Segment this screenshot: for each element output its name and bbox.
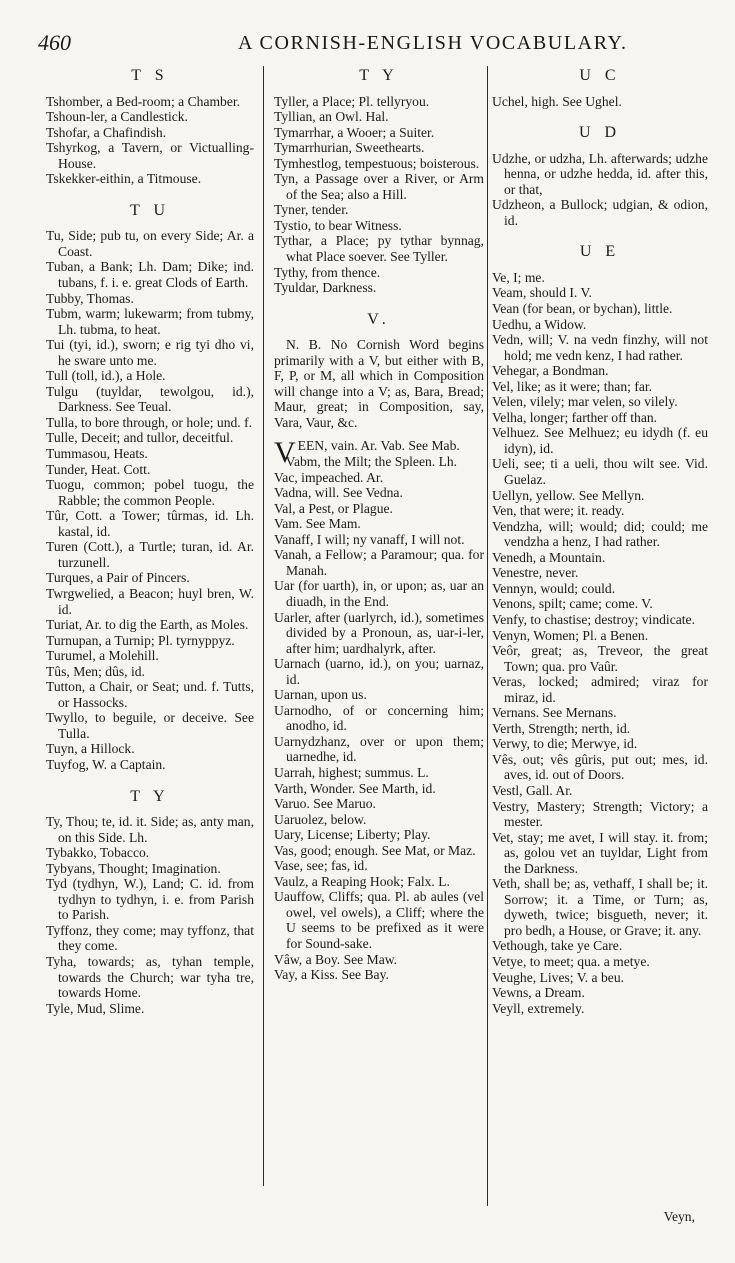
dictionary-entry: Tshofar, a Chafindish.	[46, 124, 167, 140]
section-heading: T Y	[359, 67, 399, 84]
dictionary-entry: Tûs, Men; dûs, id.	[46, 663, 145, 679]
dictionary-entry: Vedn, will; V. na vedn finzhy, will not hold; me vedn kenz, I had rather.	[492, 332, 708, 363]
dictionary-entry: Vase, see; fas, id.	[274, 858, 368, 874]
dictionary-entry: Tubm, warm; lukewarm; from tubmy, Lh. tubma, to heat.	[46, 306, 254, 337]
column-middle	[274, 64, 484, 1223]
dictionary-entry: Vewns, a Dream.	[492, 985, 585, 1001]
drop-cap: V	[274, 436, 296, 470]
dictionary-entry: Tummasou, Heats.	[46, 446, 148, 462]
dictionary-entry: Tyuldar, Darkness.	[274, 280, 377, 296]
dictionary-entry: Venestre, never.	[492, 565, 579, 581]
dictionary-entry: Tutton, a Chair, or Seat; und. f. Tutts, or Hassocks.	[46, 679, 254, 710]
dictionary-entry: Tythar, a Place; py tythar bynnag, what Place soever. See Tyller.	[274, 233, 484, 265]
dictionary-entry: Tshoun-ler, a Candlestick.	[46, 109, 188, 125]
catchword: Veyn,	[663, 1209, 695, 1224]
dictionary-entry: Vam. See Mam.	[274, 516, 361, 532]
dictionary-entry: Turumel, a Molehill.	[46, 648, 159, 664]
dictionary-entry: Tubby, Thomas.	[46, 290, 134, 306]
dictionary-entry: Turen (Cott.), a Turtle; turan, id. Ar. turzunell.	[46, 539, 254, 570]
column-right	[492, 64, 708, 1223]
dictionary-entry: Tyn, a Passage over a River, or Arm of the Sea; also a Hill.	[274, 171, 484, 202]
dictionary-entry: Tûr, Cott. a Tower; tûrmas, id. Lh. kastal, id.	[46, 508, 254, 539]
dictionary-entry: Vehegar, a Bondman.	[492, 363, 609, 379]
section-heading: V.	[367, 310, 391, 328]
dictionary-entry: Vestry, Mastery; Strength; Victory; a mester.	[492, 798, 708, 830]
dictionary-entry: Velha, longer; farther off than.	[492, 409, 658, 425]
section-heading: U D	[578, 124, 622, 142]
dictionary-entry: Twrgwelied, a Beacon; huyl bren, W. id.	[46, 585, 254, 617]
section-heading: T S	[131, 67, 169, 84]
dictionary-entry: Uarler, after (uarlyrch, id.), sometimes divided by a Pronoun, as, uar-i-ler, after him; uardhalyrk, after.	[274, 609, 484, 656]
dictionary-entry: Velhuez. See Melhuez; eu idydh (f. eu idyn), id.	[492, 425, 708, 456]
dictionary-entry: Vas, good; enough. See Mat, or Maz.	[274, 842, 476, 858]
dictionary-entry: Uellyn, yellow. See Mellyn.	[492, 487, 645, 503]
page-header	[38, 30, 698, 60]
dictionary-entry: Velen, vilely; mar velen, so vilely.	[492, 394, 678, 410]
dictionary-entry: Turques, a Pair of Pincers.	[46, 570, 190, 586]
dictionary-entry: Twyllo, to beguile, or deceive. See Tulla.	[46, 710, 254, 741]
dictionary-entry: Vetye, to meet; qua. a metye.	[492, 953, 650, 969]
dictionary-entry: Tythy, from thence.	[274, 264, 381, 280]
dictionary-entry: Varuo. See Maruo.	[274, 796, 376, 812]
dictionary-entry: Turnupan, a Turnip; Pl. tyrnyppyz.	[46, 632, 235, 648]
dictionary-entry: Uarnydzhanz, over or upon them; uarnedhe, id.	[274, 733, 484, 765]
dictionary-entry: Tyha, towards; as, tyhan temple, towards the Church; war tyha tre, towards Home.	[46, 953, 254, 1001]
dictionary-entry: Uarnan, upon us.	[274, 687, 367, 703]
dictionary-entry: Vendzha, will; would; did; could; me vendzha a henz, I had rather.	[492, 518, 708, 550]
dictionary-entry: Val, a Pest, or Plague.	[274, 500, 393, 516]
dictionary-entry: Veughe, Lives; V. a beu.	[492, 969, 625, 985]
dictionary-entry: Vês, out; vês gûris, put out; mes, id. aves, id. out of Doors.	[492, 751, 708, 783]
page-number: 460	[38, 30, 71, 55]
dictionary-entry: Udzhe, or udzha, Lh. afterwards; udzhe henna, or udzhe hedda, id. after this, or that,	[492, 150, 708, 197]
dictionary-entry: Venfy, to chastise; destroy; vindicate.	[492, 611, 695, 627]
dictionary-entry: Vet, stay; me avet, I will stay. it. from; as, golou vet an tuyldar, Light from the Darkness.	[492, 829, 708, 876]
dictionary-entry: Tystio, to bear Witness.	[274, 217, 402, 233]
dictionary-entry: Verwy, to die; Merwye, id.	[492, 736, 638, 752]
dictionary-entry: Tymarrhar, a Wooer; a Suiter.	[274, 124, 435, 140]
dictionary-entry: Tskekker-eithin, a Titmouse.	[46, 171, 202, 187]
dictionary-entry: Vean (for bean, or bychan), little.	[492, 301, 673, 317]
dictionary-entry: Uedhu, a Widow.	[492, 316, 587, 332]
dictionary-entry: Tybyans, Thought; Imagination.	[46, 860, 221, 876]
dictionary-entry: Uarnach (uarno, id.), on you; uarnaz, id.	[274, 656, 484, 687]
dictionary-entry: Vernans. See Mernans.	[492, 705, 617, 721]
dictionary-entry: Vel, like; as it were; than; far.	[492, 378, 653, 394]
dictionary-entry: Tulle, Deceit; and tullor, deceitful.	[46, 430, 234, 446]
dictionary-entry: Tulgu (tuyldar, tewolgou, id.), Darkness. See Teual.	[46, 383, 254, 415]
dictionary-entry: Vanah, a Fellow; a Paramour; qua. for Manah.	[274, 547, 484, 578]
dictionary-entry: Venons, spilt; came; come. V.	[492, 596, 653, 612]
dictionary-entry: Verth, Strength; nerth, id.	[492, 720, 631, 736]
dictionary-entry: Vennyn, would; could.	[492, 580, 616, 596]
dictionary-entry: Vestl, Gall. Ar.	[492, 782, 573, 798]
dictionary-entry: Tui (tyi, id.), sworn; e rig tyi dho vi, he sware unto me.	[46, 337, 254, 368]
dictionary-entry: Udzheon, a Bullock; udgian, & odion, id.	[492, 197, 708, 228]
dictionary-entry: Tuyn, a Hillock.	[46, 741, 135, 757]
section-heading: T Y	[130, 787, 170, 805]
dictionary-entry: Uauffow, Cliffs; qua. Pl. ab aules (vel owel, vel owels), a Cliff; where the U seems to be prefixed as it were for Sound-sake.	[274, 889, 484, 951]
dictionary-entry: Uary, License; Liberty; Play.	[274, 827, 431, 843]
dictionary-entry: Tymarrhurian, Sweethearts.	[274, 140, 425, 156]
dictionary-entry: Ven, that were; it. ready.	[492, 503, 625, 519]
dictionary-entry: Ueli, see; ti a ueli, thou wilt see. Vid. Guelaz.	[492, 456, 708, 488]
dictionary-entry: Veth, shall be; as, vethaff, I shall be; it. Sorrow; it. a Time, or Turn; as, dyweth, twice; bisgueth, never; it. pro bedh, a House, or Grave; it. any.	[492, 876, 708, 938]
dictionary-entry: Veôr, great; as, Treveor, the great Town; qua. pro Vaûr.	[492, 643, 708, 674]
dictionary-entry: Tybakko, Tobacco.	[46, 845, 150, 861]
dictionary-entry: Tyllian, an Owl. Hal.	[274, 109, 389, 125]
dictionary-entry: Venedh, a Mountain.	[492, 549, 606, 565]
dictionary-entry: Uarrah, highest; summus. L.	[274, 764, 429, 780]
dictionary-entry: Vadna, will. See Vedna.	[274, 485, 403, 501]
dictionary-entry: Veras, locked; admired; viraz for miraz, id.	[492, 674, 708, 705]
dictionary-entry: Veyll, extremely.	[492, 1000, 585, 1016]
dictionary-entry: Tuyfog, W. a Captain.	[46, 756, 166, 772]
dictionary-entry: Tuban, a Bank; Lh. Dam; Dike; ind. tubans, f. i. e. great Clods of Earth.	[46, 259, 254, 291]
dictionary-entry: Tull (toll, id.), a Hole.	[46, 368, 166, 384]
dictionary-entry: Tshomber, a Bed-room; a Chamber.	[46, 93, 241, 109]
dictionary-entry: Tyffonz, they come; may tyffonz, that they come.	[46, 922, 254, 954]
dictionary-entry: Tshyrkog, a Tavern, or Victualling-House.	[46, 140, 254, 171]
dictionary-entry: Venyn, Women; Pl. a Benen.	[492, 627, 649, 643]
dictionary-entry: Tyner, tender.	[274, 202, 349, 218]
dictionary-entry: Ty, Thou; te, id. it. Side; as, anty man, on this Side. Lh.	[46, 814, 254, 845]
section-heading: T U	[129, 201, 171, 219]
column-left	[46, 64, 254, 1223]
section-heading: U C	[579, 67, 621, 84]
dictionary-entry: Ve, I; me.	[492, 269, 545, 285]
dictionary-entry: Vabm, the Milt; the Spleen. Lh.	[285, 454, 458, 470]
dictionary-entry: Vethough, take ye Care.	[492, 938, 623, 954]
section-heading: U E	[579, 243, 621, 261]
column-divider	[487, 66, 488, 1206]
dictionary-entry: Veam, should I. V.	[492, 285, 592, 301]
dictionary-entry: Vay, a Kiss. See Bay.	[274, 967, 389, 983]
dictionary-entry: Tunder, Heat. Cott.	[46, 461, 151, 477]
dictionary-entry: Uar (for uarth), in, or upon; as, uar an diuadh, in the End.	[274, 578, 484, 609]
dictionary-entry: Tuogu, common; pobel tuogu, the Rabble; the common People.	[46, 477, 254, 508]
entry-text: EEN, vain. Ar. Vab. See Mab.	[297, 438, 460, 454]
dictionary-entry: Uaruolez, below.	[274, 811, 367, 827]
column-divider	[263, 66, 264, 1186]
dictionary-entry: Tyller, a Place; Pl. tellyryou.	[274, 93, 430, 109]
dictionary-entry: Uarnodho, of or concerning him; anodho, id.	[274, 702, 484, 734]
dictionary-entry: Vanaff, I will; ny vanaff, I will not.	[274, 531, 465, 547]
dictionary-entry: Vaulz, a Reaping Hook; Falx. L.	[274, 873, 450, 889]
editorial-note: N. B. No Cornish Word begins primarily with a V, but either with B, F, P, or M, all which in Composition will change into a V; as, Bara, Bread; Maur, great; in Composition, say, Vara, Vaur, &c.	[274, 337, 484, 430]
dictionary-entry: Vac, impeached. Ar.	[274, 469, 384, 485]
dictionary-entry: Tymhestlog, tempestuous; boisterous.	[274, 155, 480, 171]
dictionary-entry: Uchel, high. See Ughel.	[492, 93, 622, 109]
dictionary-entry: Tyle, Mud, Slime.	[46, 1000, 145, 1016]
dictionary-entry: Tyd (tydhyn, W.), Land; C. id. from tydhyn to tydhyn, i. e. from Parish to Parish.	[46, 876, 254, 923]
dictionary-entry: Turiat, Ar. to dig the Earth, as Moles.	[46, 617, 249, 633]
dictionary-entry: Tu, Side; pub tu, on every Side; Ar. a Coast.	[46, 228, 254, 259]
dictionary-entry: Varth, Wonder. See Marth, id.	[274, 780, 436, 796]
dictionary-entry: Vâw, a Boy. See Maw.	[274, 951, 398, 967]
dictionary-entry: Tulla, to bore through, or hole; und. f.	[46, 414, 253, 430]
running-title: A CORNISH-ENGLISH VOCABULARY.	[238, 32, 628, 54]
